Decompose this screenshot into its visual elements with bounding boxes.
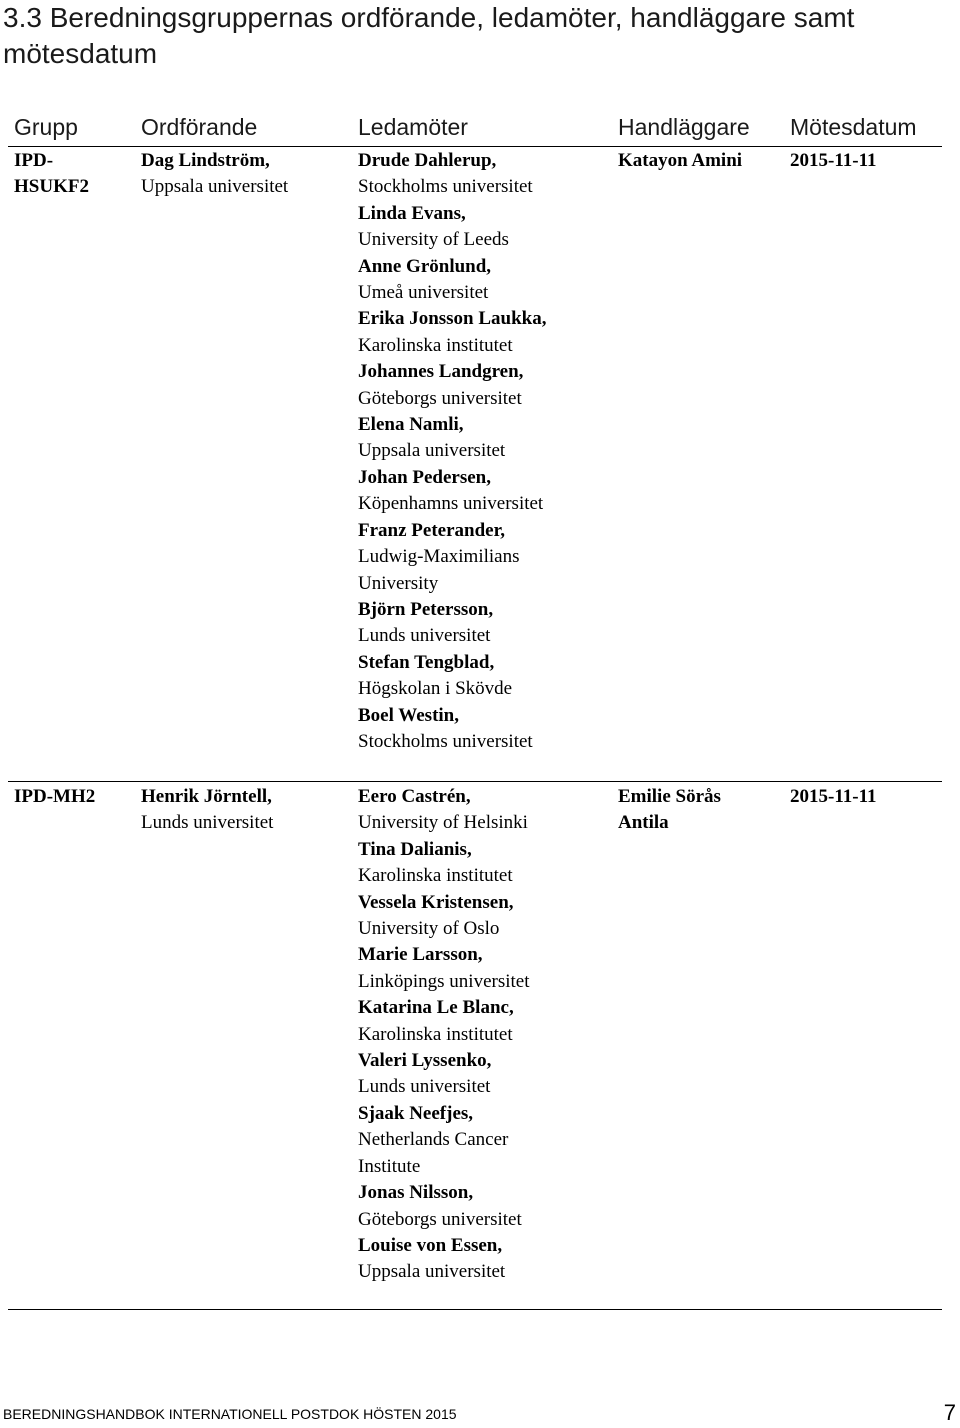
list-item	[358, 306, 547, 359]
member-affiliation: Köpenhamns universitet	[358, 493, 544, 515]
header-grupp: Grupp	[14, 114, 78, 140]
member-name: Vessela Kristensen,	[358, 891, 514, 913]
member-affiliation: Uppsala universitet	[358, 440, 506, 462]
member-affiliation: Netherlands Cancer	[358, 1129, 509, 1151]
member-affiliation-cont: Institute	[358, 1155, 421, 1177]
member-affiliation: Göteborgs universitet	[358, 387, 522, 409]
section-title: 3.3 Beredningsgruppernas ordförande, ledamöter, handläggare samt mötesdatum	[3, 2, 855, 69]
header-handlaggare: Handläggare	[618, 114, 750, 140]
member-name: Johan Pedersen,	[358, 466, 491, 488]
member-name: Franz Peterander,	[358, 519, 506, 541]
member-affiliation: Uppsala universitet	[358, 1261, 506, 1283]
member-name: Linda Evans,	[358, 202, 466, 224]
handlaggare-line1: Katayon Amini	[618, 150, 743, 171]
chair-name: Dag Lindström,	[141, 150, 270, 171]
member-affiliation: Linköpings universitet	[358, 970, 530, 992]
list-item	[358, 650, 547, 703]
members-list	[358, 148, 547, 755]
list-item	[358, 597, 547, 650]
footer-text: BEREDNINGSHANDBOK INTERNATIONELL POSTDOK HÖSTEN 2015	[3, 1406, 457, 1422]
list-item	[358, 837, 530, 890]
chair-affiliation: Lunds universitet	[141, 812, 274, 834]
members-list	[358, 784, 530, 1286]
list-item	[358, 703, 547, 756]
meeting-date: 2015-11-11	[790, 150, 877, 171]
handlaggare	[618, 784, 721, 837]
member-name: Elena Namli,	[358, 414, 464, 436]
member-name: Anne Grönlund,	[358, 255, 492, 277]
member-affiliation: Stockholms universitet	[358, 176, 533, 198]
list-item	[358, 1101, 530, 1180]
list-item	[358, 1048, 530, 1101]
list-item	[358, 942, 530, 995]
group-code-line2: HSUKF2	[14, 176, 89, 198]
row-divider	[8, 781, 942, 782]
member-affiliation: Lunds universitet	[358, 625, 491, 647]
chair-affiliation: Uppsala universitet	[141, 176, 289, 198]
chair	[141, 784, 273, 837]
header-ordforande: Ordförande	[141, 114, 258, 140]
member-affiliation: Lunds universitet	[358, 1076, 491, 1098]
group-code-line1: IPD-MH2	[14, 786, 96, 807]
member-affiliation: Umeå universitet	[358, 282, 489, 304]
group-code	[14, 784, 95, 810]
chair-name: Henrik Jörntell,	[141, 786, 272, 807]
member-name: Boel Westin,	[358, 704, 459, 726]
member-affiliation-cont: University	[358, 572, 439, 594]
list-item	[358, 890, 530, 943]
chair	[141, 148, 288, 201]
member-affiliation: Göteborgs universitet	[358, 1208, 522, 1230]
member-affiliation: Ludwig-Maximilians	[358, 546, 520, 568]
member-name: Björn Petersson,	[358, 598, 494, 620]
member-affiliation: University of Oslo	[358, 918, 500, 940]
member-name: Valeri Lyssenko,	[358, 1050, 492, 1072]
list-item	[358, 784, 530, 837]
member-name: Katarina Le Blanc,	[358, 997, 514, 1019]
handlaggare-line2: Antila	[618, 812, 669, 834]
member-name: Stefan Tengblad,	[358, 651, 495, 673]
member-name: Drude Dahlerup,	[358, 150, 497, 171]
header-ledamoter: Ledamöter	[358, 114, 468, 140]
list-item	[358, 465, 547, 518]
member-name: Sjaak Neefjes,	[358, 1102, 474, 1124]
list-item	[358, 412, 547, 465]
list-item	[358, 359, 547, 412]
handlaggare	[618, 148, 742, 174]
member-affiliation: Karolinska institutet	[358, 1023, 513, 1045]
member-name: Eero Castrén,	[358, 786, 471, 807]
member-name: Johannes Landgren,	[358, 361, 524, 383]
header-rule	[8, 146, 942, 147]
member-affiliation: Karolinska institutet	[358, 334, 513, 356]
table-bottom-rule	[8, 1309, 942, 1310]
list-item	[358, 995, 530, 1048]
member-affiliation: Karolinska institutet	[358, 865, 513, 887]
member-affiliation: University of Helsinki	[358, 812, 528, 834]
page-number: 7	[943, 1400, 956, 1425]
list-item	[358, 148, 547, 201]
member-name: Jonas Nilsson,	[358, 1182, 474, 1204]
member-name: Tina Dalianis,	[358, 838, 472, 860]
list-item	[358, 518, 547, 597]
list-item	[358, 1180, 530, 1233]
list-item	[358, 201, 547, 254]
meeting-date: 2015-11-11	[790, 786, 877, 807]
group-code-line1: IPD-	[14, 150, 54, 171]
list-item	[358, 1233, 530, 1286]
header-motesdatum: Mötesdatum	[790, 114, 917, 140]
handlaggare-line1: Emilie Sörås	[618, 786, 721, 807]
list-item	[358, 254, 547, 307]
page-footer	[3, 1400, 956, 1425]
member-name: Louise von Essen,	[358, 1234, 503, 1256]
group-code	[14, 148, 89, 201]
member-affiliation: University of Leeds	[358, 229, 509, 251]
member-name: Erika Jonsson Laukka,	[358, 308, 547, 330]
member-name: Marie Larsson,	[358, 944, 483, 966]
member-affiliation: Stockholms universitet	[358, 730, 533, 752]
member-affiliation: Högskolan i Skövde	[358, 678, 513, 700]
